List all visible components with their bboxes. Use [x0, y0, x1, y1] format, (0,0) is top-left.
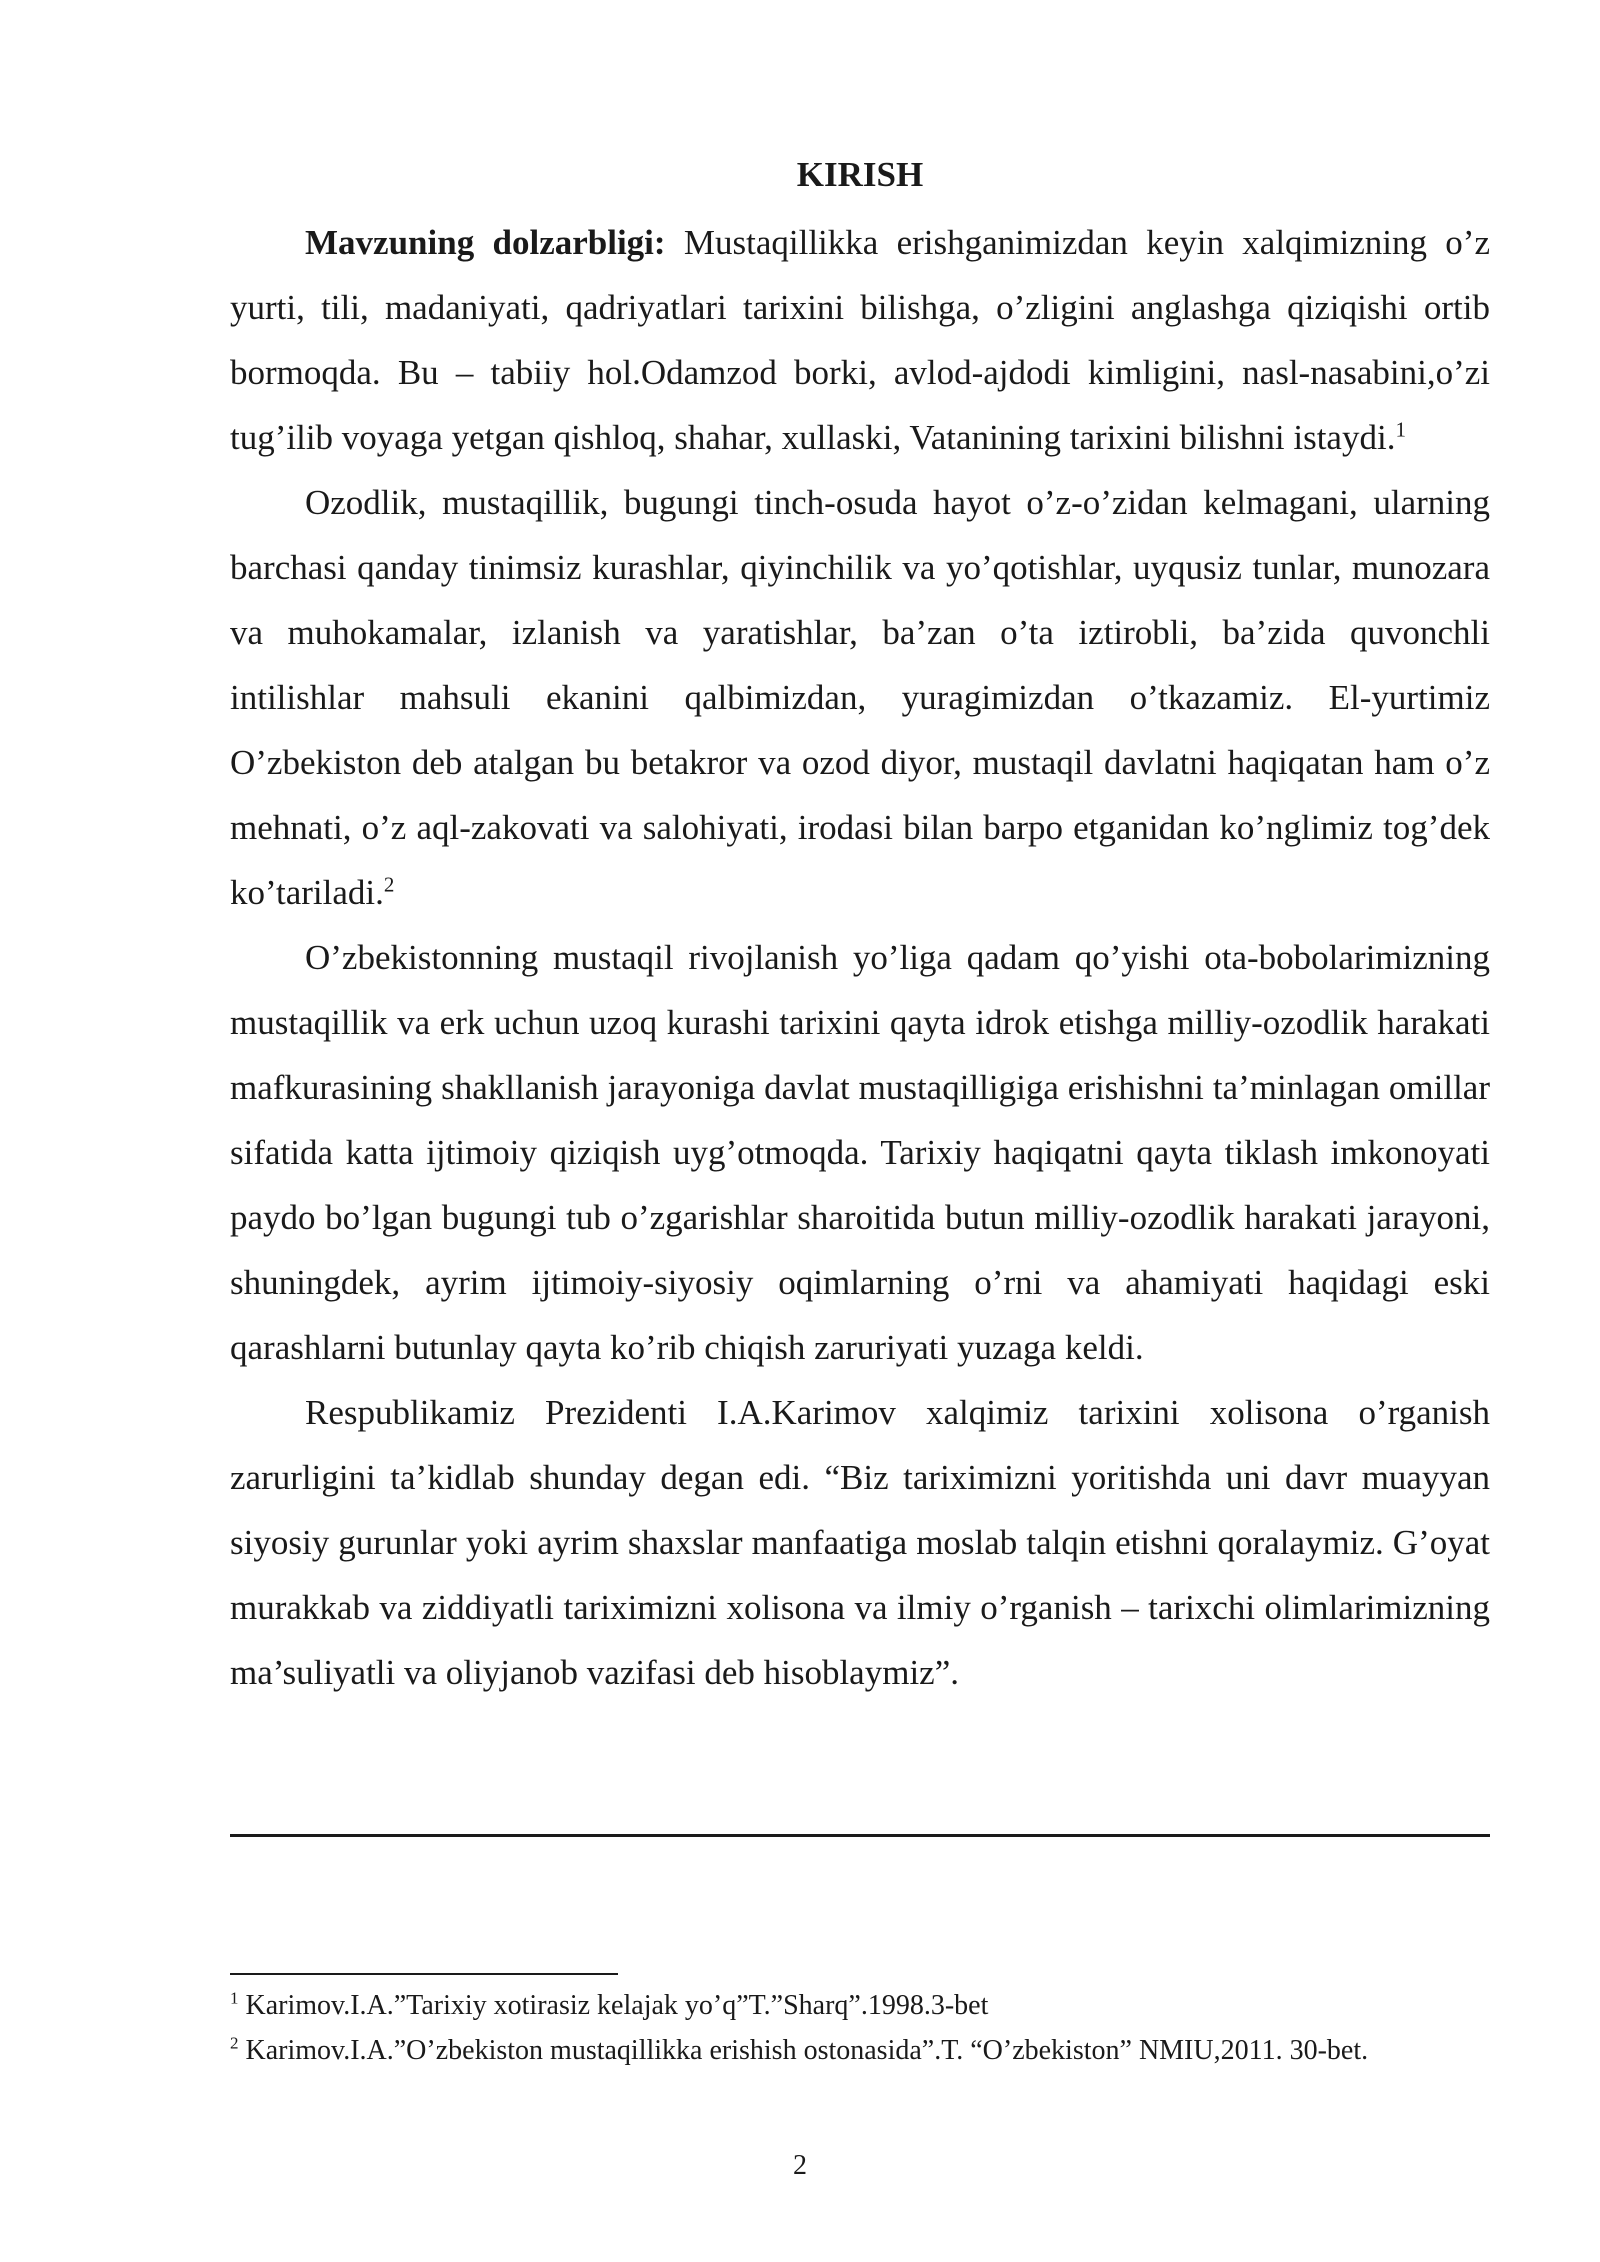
footnotes: [230, 1985, 1490, 2075]
paragraph-1: [230, 210, 1490, 470]
paragraph-2: [230, 470, 1490, 925]
paragraph-3: [230, 925, 1490, 1380]
lead-phrase: Mavzuning dolzarbligi:: [305, 223, 666, 262]
footnote-2-text: Karimov.I.A.”O’zbekiston mustaqillikka erishish ostonasida”.T. “O’zbekiston” NMIU,2011. 30-bet.: [238, 2035, 1369, 2066]
footnote-marker-1: 1: [230, 1988, 239, 2008]
body-text: [230, 210, 1490, 1705]
text-underline-rule: [230, 1834, 1490, 1837]
paragraph-3-text: O’zbekistonning mustaqil rivojlanish yo’liga qadam qo’yishi ota-bobolarimizning mustaqillik va erk uchun uzoq kurashi tarixini qayta idrok etishga milliy-ozodlik harakati mafkurasining shakllanish jarayoniga davlat mustaqilligiga erishishni ta’minlagan omillar sifatida katta ijtimoiy qiziqish uyg’otmoqda. Tarixiy haqiqatni qayta tiklash imkonoyati paydo bo’lgan bugungi tub o’zgarishlar sharoitida butun milliy-ozodlik harakati jarayoni, shuningdek, ayrim ijtimoiy-siyosiy oqimlarning o’rni va ahamiyati haqidagi eski qarashlarni butunlay qayta ko’rib chiqish zaruriyati yuzaga keldi.: [230, 938, 1490, 1367]
footnote-1: [230, 1985, 1490, 2027]
page-number: 2: [793, 2150, 807, 2181]
page-heading: KIRISH: [796, 155, 924, 194]
footnote-1-text: Karimov.I.A.”Tarixiy xotirasiz kelajak yo’q”T.”Sharq”.1998.3-bet: [245, 1990, 989, 2021]
paragraph-4-text: Respublikamiz Prezidenti I.A.Karimov xalqimiz tarixini xolisona o’rganish zarurligini ta’kidlab shunday degan edi. “Biz tariximizni yoritishda uni davr muayyan siyosiy gurunlar yoki ayrim shaxslar manfaatiga moslab talqin etishni qoralaymiz. G’oyat murakkab va ziddiyatli tariximizni xolisona va ilmiy o’rganish – tarixchi olimlarimizning ma’suliyatli va oliyjanob vazifasi deb hisoblaymiz”.: [230, 1393, 1490, 1692]
paragraph-1-text: Mustaqillikka erishganimizdan keyin xalqimizning o’z yurti, tili, madaniyati, qadriyatlari tarixini bilishga, o’zligini anglashga qiziqishi ortib bormoqda. Bu – tabiiy hol.Odamzod borki, avlod-ajdodi kimligini, nasl-nasabini,o’zi tug’ilib voyaga yetgan qishloq, shahar, xullaski, Vatanining tarixini bilishni istaydi.: [230, 223, 1490, 457]
footnote-2: [230, 2027, 1490, 2075]
footnote-ref-2: 2: [383, 872, 395, 897]
footnote-ref-1: 1: [1395, 417, 1406, 442]
paragraph-2-text: Ozodlik, mustaqillik, bugungi tinch-osuda hayot o’z-o’zidan kelmagani, ularning barchasi qanday tinimsiz kurashlar, qiyinchilik va yo’qotishlar, uyqusiz tunlar, munozara va muhokamalar, izlanish va yaratishlar, ba’zan o’ta iztirobli, ba’zida quvonchli intilishlar mahsuli ekanini qalbimizdan, yuragimizdan o’tkazamiz. El-yurtimiz O’zbekiston deb atalgan bu betakror va ozod diyor, mustaqil davlatni haqiqatan ham o’z mehnati, o’z aql-zakovati va salohiyati, irodasi bilan barpo etganidan ko’nglimiz tog’dek ko’tariladi.: [230, 483, 1490, 912]
footnote-separator: [230, 1973, 618, 1975]
footnote-marker-2: 2: [230, 2033, 239, 2053]
paragraph-4: [230, 1380, 1490, 1705]
